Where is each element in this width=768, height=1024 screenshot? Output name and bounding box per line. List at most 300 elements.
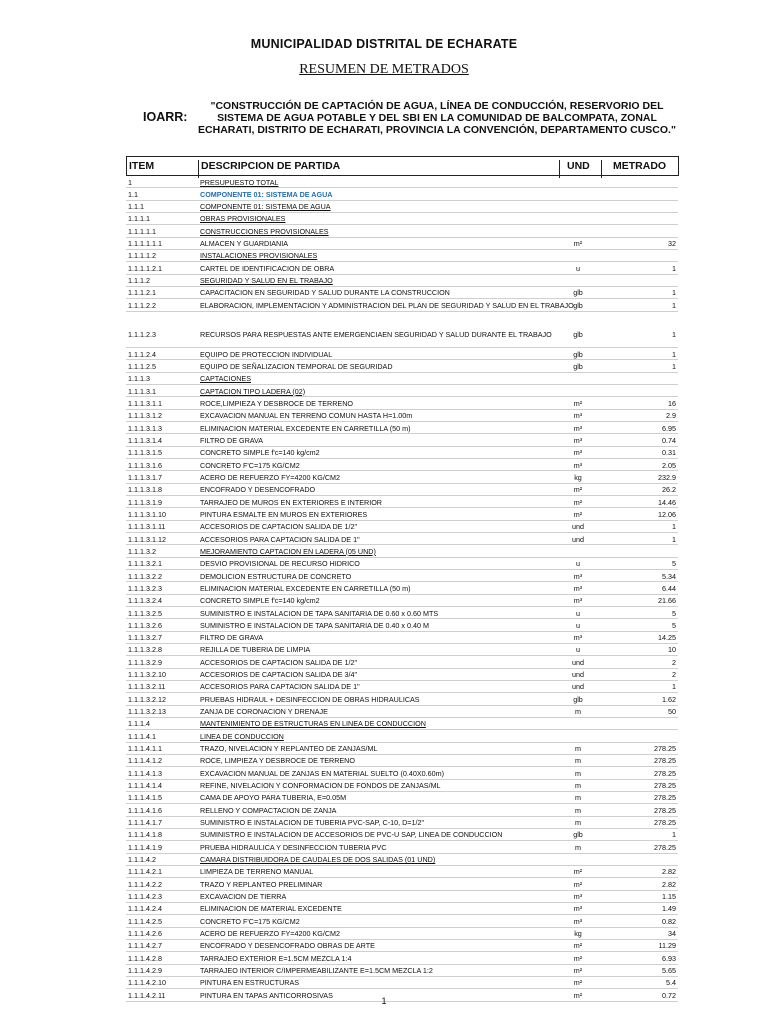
table-row (126, 360, 678, 372)
row-metrado: 0.72 (662, 990, 676, 1000)
row-metrado: 0.82 (662, 916, 676, 926)
row-item-number: 1.1.1.1 (128, 214, 150, 224)
row-item-number: 1.1.1.4.1.3 (128, 768, 162, 778)
row-description: PINTURA ESMALTE EN MUROS EN EXTERIORES (200, 509, 368, 519)
table-row (126, 915, 678, 927)
row-description: FILTRO DE GRAVA (200, 633, 264, 643)
table-row (126, 312, 678, 349)
row-metrado: 21.66 (658, 596, 676, 606)
table-row (126, 262, 678, 274)
table-row (126, 891, 678, 903)
row-item-number: 1.1.1.3.2.13 (128, 707, 166, 717)
row-item-number: 1.1.1.4.2.1 (128, 867, 162, 877)
row-item-number: 1.1.1.2.2 (128, 300, 156, 310)
row-item-number: 1.1.1.3.2.9 (128, 657, 162, 667)
row-description: TARRAJEO DE MUROS EN EXTERIORES E INTERIOR (200, 497, 382, 507)
row-item-number: 1.1.1.3.2.2 (128, 571, 162, 581)
row-unit: m³ (573, 571, 583, 581)
row-item-number: 1.1.1.4.2.3 (128, 892, 162, 902)
row-item-number: 1.1.1.3.2 (128, 546, 156, 556)
row-description: EQUIPO DE PROTECCION INDIVIDUAL (200, 349, 333, 359)
table-row (126, 619, 678, 631)
row-metrado: 2 (672, 670, 676, 680)
row-unit: kg (574, 929, 582, 939)
table-row (126, 496, 678, 508)
row-unit: m² (573, 497, 583, 507)
organization-title: MUNICIPALIDAD DISTRITAL DE ECHARATE (250, 37, 518, 51)
table-row (126, 422, 678, 434)
row-item-number: 1.1.1.2.4 (128, 349, 156, 359)
row-item-number: 1.1.1.4.2.9 (128, 966, 162, 976)
row-description: CONCRETO F'C=175 KG/CM2 (200, 460, 300, 470)
table-row (126, 188, 678, 200)
table-row (126, 582, 678, 594)
row-metrado: 10 (668, 645, 676, 655)
table-row (126, 558, 678, 570)
row-unit: m³ (573, 448, 583, 458)
table-row (126, 804, 678, 816)
row-unit: und (572, 670, 584, 680)
row-description: ACERO DE REFUERZO FY=4200 KG/CM2 (200, 929, 340, 939)
row-unit: u (576, 559, 580, 569)
table-row (126, 878, 678, 890)
row-description: REFINE, NIVELACION Y CONFORMACION DE FONDOS DE ZANJAS/ML (200, 781, 441, 791)
row-description: COMPONENTE 01: SISTEMA DE AGUA (200, 189, 333, 199)
row-description: FILTRO DE GRAVA (200, 435, 264, 445)
project-title: "CONSTRUCCIÓN DE CAPTACIÓN DE AGUA, LÍNEA DE CONDUCCIÓN, RESERVORIO DEL SISTEMA DE AGUA POTABLE Y DEL SBI EN LA COMUNIDAD DE BALCOMPATA, ZONAL ECHARATI, DISTRITO DE ECHARATI, PROVINCIA LA CONVENCIÓN, DEPARTAMENTO CUSCO." (198, 100, 676, 136)
row-metrado: 2.82 (662, 879, 676, 889)
row-unit: m (575, 707, 581, 717)
row-unit: m² (573, 485, 583, 495)
table-row (126, 928, 678, 940)
row-metrado: 2.9 (666, 411, 676, 421)
page-number: 1 (381, 996, 387, 1006)
row-description: CAMA DE APOYO PARA TUBERIA, E=0.05M (200, 793, 347, 803)
table-row (126, 287, 678, 299)
table-row (126, 533, 678, 545)
row-description: RECURSOS PARA RESPUESTAS ANTE EMERGENCIAEN SEGURIDAD Y SALUD DURANTE EL TRABAJO (200, 329, 552, 339)
row-item-number: 1.1.1.4.2.8 (128, 953, 162, 963)
table-row (126, 508, 678, 520)
row-item-number: 1.1.1.3.2.12 (128, 694, 166, 704)
table-row (126, 471, 678, 483)
row-item-number: 1.1.1.3.1.6 (128, 460, 162, 470)
column-header-item: ITEM (129, 160, 155, 172)
row-item-number: 1.1.1.3.1.5 (128, 448, 162, 458)
document-subtitle: RESUMEN DE METRADOS (299, 62, 469, 77)
row-metrado: 5 (672, 620, 676, 630)
row-unit: m² (573, 978, 583, 988)
row-metrado: 0.31 (662, 448, 676, 458)
table-row (126, 693, 678, 705)
row-metrado: 1 (672, 534, 676, 544)
row-metrado: 278.25 (654, 781, 676, 791)
row-item-number: 1.1 (128, 189, 138, 199)
row-metrado: 1 (672, 329, 676, 339)
row-metrado: 278.25 (654, 818, 676, 828)
row-metrado: 1 (672, 300, 676, 310)
metrados-table-body (126, 176, 678, 1002)
row-description: INSTALACIONES PROVISIONALES (200, 251, 318, 261)
row-unit: und (572, 682, 584, 692)
row-item-number: 1.1.1.1.1.1 (128, 239, 162, 249)
row-unit: u (576, 608, 580, 618)
row-item-number: 1.1.1.4.2 (128, 855, 156, 865)
row-item-number: 1.1.1.3.1 (128, 386, 156, 396)
row-description: SUMINISTRO E INSTALACION DE ACCESORIOS DE PVC-U SAP, LINEA DE CONDUCCION (200, 830, 503, 840)
column-header-description: DESCRIPCION DE PARTIDA (201, 160, 341, 172)
row-item-number: 1.1.1.1.2.1 (128, 263, 162, 273)
row-metrado: 5.34 (662, 571, 676, 581)
row-metrado: 5 (672, 608, 676, 618)
row-description: CONSTRUCCIONES PROVISIONALES (200, 226, 329, 236)
table-row (126, 854, 678, 866)
row-description: ACCESORIOS DE CAPTACION SALIDA DE 3/4" (200, 670, 357, 680)
row-description: CAMARA DISTRIBUIDORA DE CAUDALES DE DOS SALIDAS (01 UND) (200, 855, 436, 865)
row-description: DEMOLICION ESTRUCTURA DE CONCRETO (200, 571, 352, 581)
row-description: SUMINISTRO E INSTALACION DE TAPA SANITARIA DE 0.60 x 0.60 MTS (200, 608, 439, 618)
row-item-number: 1.1.1.3.1.10 (128, 509, 166, 519)
row-unit: m³ (573, 583, 583, 593)
table-row (126, 275, 678, 287)
row-unit: m² (573, 867, 583, 877)
table-row (126, 743, 678, 755)
table-row (126, 706, 678, 718)
row-description: PRUEBA HIDRAULICA Y DESINFECCION TUBERIA PVC (200, 842, 387, 852)
row-metrado: 278.25 (654, 793, 676, 803)
row-item-number: 1.1.1.4.1.7 (128, 818, 162, 828)
row-unit: glb (573, 361, 583, 371)
row-item-number: 1.1.1.2.5 (128, 361, 156, 371)
row-description: EXCAVACION MANUAL DE ZANJAS EN MATERIAL SUELTO (0.40X0.60m) (200, 768, 445, 778)
row-item-number: 1.1.1.4.2.2 (128, 879, 162, 889)
row-unit: m³ (573, 411, 583, 421)
row-metrado: 6.44 (662, 583, 676, 593)
row-item-number: 1.1.1.3.2.3 (128, 583, 162, 593)
table-row (126, 755, 678, 767)
table-row (126, 348, 678, 360)
row-description: ELIMINACION DE MATERIAL EXCEDENTE (200, 904, 342, 914)
table-header (126, 156, 679, 176)
row-metrado: 14.46 (658, 497, 676, 507)
row-item-number: 1.1.1.4.1.9 (128, 842, 162, 852)
row-item-number: 1.1.1.3.1.1 (128, 398, 162, 408)
row-unit: m² (573, 398, 583, 408)
row-metrado: 50 (668, 707, 676, 717)
row-item-number: 1.1.1.2.1 (128, 288, 156, 298)
row-item-number: 1.1.1.3.2.8 (128, 645, 162, 655)
row-metrado: 278.25 (654, 805, 676, 815)
row-description: OBRAS PROVISIONALES (200, 214, 286, 224)
row-item-number: 1.1.1.4.2.11 (128, 990, 166, 1000)
row-description: LINEA DE CONDUCCION (200, 731, 284, 741)
row-description: SUMINISTRO E INSTALACION DE TUBERIA PVC-SAP, C-10, D=1/2" (200, 818, 425, 828)
row-unit: m² (573, 509, 583, 519)
table-row (126, 817, 678, 829)
row-unit: und (572, 657, 584, 667)
table-row (126, 730, 678, 742)
row-description: PINTURA EN TAPAS ANTICORROSIVAS (200, 990, 333, 1000)
table-row (126, 965, 678, 977)
table-row (126, 410, 678, 422)
row-metrado: 1.49 (662, 904, 676, 914)
table-row (126, 176, 678, 188)
row-unit: m³ (573, 435, 583, 445)
row-unit: u (576, 620, 580, 630)
row-description: ELABORACION, IMPLEMENTACION Y ADMINISTRACION DEL PLAN DE SEGURIDAD Y SALUD EN EL TRABAJO (200, 300, 574, 310)
row-metrado: 0.74 (662, 435, 676, 445)
table-row (126, 829, 678, 841)
row-metrado: 278.25 (654, 756, 676, 766)
row-metrado: 14.25 (658, 633, 676, 643)
table-row (126, 607, 678, 619)
row-description: PINTURA EN ESTRUCTURAS (200, 978, 300, 988)
row-metrado: 6.95 (662, 423, 676, 433)
table-row (126, 434, 678, 446)
row-metrado: 1 (672, 349, 676, 359)
row-metrado: 12.06 (658, 509, 676, 519)
row-unit: glb (573, 300, 583, 310)
row-metrado: 2.05 (662, 460, 676, 470)
row-metrado: 6.93 (662, 953, 676, 963)
row-description: TARRAJEO INTERIOR C/IMPERMEABILIZANTE E=1.5CM MEZCLA 1:2 (200, 966, 433, 976)
row-item-number: 1.1.1.4.2.5 (128, 916, 162, 926)
column-header-und: UND (567, 160, 590, 172)
row-item-number: 1.1.1.3.1.4 (128, 435, 162, 445)
row-unit: m² (573, 966, 583, 976)
row-item-number: 1.1.1.4.1 (128, 731, 156, 741)
row-unit: m (575, 805, 581, 815)
table-row (126, 780, 678, 792)
row-description: ACCESORIOS DE CAPTACION SALIDA DE 1/2" (200, 657, 357, 667)
row-description: EXCAVACION DE TIERRA (200, 892, 287, 902)
row-item-number: 1.1.1.2 (128, 276, 150, 286)
table-row (126, 903, 678, 915)
table-row (126, 718, 678, 730)
row-metrado: 278.25 (654, 842, 676, 852)
row-metrado: 2 (672, 657, 676, 667)
row-description: CAPTACIONES (200, 374, 251, 384)
row-description: ALMACEN Y GUARDIANIA (200, 239, 289, 249)
table-row (126, 459, 678, 471)
row-unit: m (575, 842, 581, 852)
table-row (126, 201, 678, 213)
table-row (126, 952, 678, 964)
row-description: ACCESORIOS DE CAPTACION SALIDA DE 1/2" (200, 522, 357, 532)
row-item-number: 1.1.1.4.1.5 (128, 793, 162, 803)
row-item-number: 1.1.1.1.2 (128, 251, 156, 261)
row-unit: m² (573, 879, 583, 889)
table-row (126, 644, 678, 656)
row-unit: kg (574, 472, 582, 482)
row-description: SUMINISTRO E INSTALACION DE TAPA SANITARIA DE 0.40 x 0.40 M (200, 620, 429, 630)
row-metrado: 2.82 (662, 867, 676, 877)
row-item-number: 1.1.1.4.1.1 (128, 744, 162, 754)
table-row (126, 484, 678, 496)
row-unit: m³ (573, 904, 583, 914)
row-item-number: 1.1.1.3.2.6 (128, 620, 162, 630)
row-metrado: 5.65 (662, 966, 676, 976)
table-row (126, 225, 678, 237)
row-description: REJILLA DE TUBERIA DE LIMPIA (200, 645, 311, 655)
row-item-number: 1.1.1.3.2.4 (128, 596, 162, 606)
row-item-number: 1.1.1.3.2.10 (128, 670, 166, 680)
table-row (126, 977, 678, 989)
row-unit: m³ (573, 892, 583, 902)
row-description: SEGURIDAD Y SALUD EN EL TRABAJO (200, 276, 333, 286)
table-row (126, 545, 678, 557)
row-description: ROCE,LIMPIEZA Y DESBROCE DE TERRENO (200, 398, 353, 408)
row-metrado: 34 (668, 929, 676, 939)
row-item-number: 1.1.1.3.1.12 (128, 534, 166, 544)
row-unit: m³ (573, 423, 583, 433)
row-metrado: 1 (672, 361, 676, 371)
row-item-number: 1.1.1 (128, 202, 144, 212)
row-description: ZANJA DE CORONACION Y DRENAJE (200, 707, 328, 717)
row-unit: m³ (573, 596, 583, 606)
table-row (126, 940, 678, 952)
row-item-number: 1.1.1.1.1 (128, 226, 156, 236)
row-metrado: 1 (672, 263, 676, 273)
row-metrado: 1 (672, 522, 676, 532)
row-metrado: 26.2 (662, 485, 676, 495)
row-metrado: 1.15 (662, 892, 676, 902)
row-item-number: 1.1.1.3.1.2 (128, 411, 162, 421)
row-item-number: 1.1.1.4.1.6 (128, 805, 162, 815)
row-unit: m² (573, 941, 583, 951)
row-description: CAPTACION TIPO LADERA (02) (200, 386, 306, 396)
row-item-number: 1.1.1.4.2.6 (128, 929, 162, 939)
row-description: CONCRETO SIMPLE f'c=140 kg/cm2 (200, 596, 320, 606)
table-row (126, 669, 678, 681)
row-unit: glb (573, 349, 583, 359)
row-unit: u (576, 263, 580, 273)
row-metrado: 5.4 (666, 978, 676, 988)
row-description: MEJORAMIENTO CAPTACION EN LADERA (05 UND) (200, 546, 376, 556)
row-item-number: 1.1.1.3.1.3 (128, 423, 162, 433)
row-unit: glb (573, 329, 583, 339)
row-unit: glb (573, 288, 583, 298)
row-description: LIMPIEZA DE TERRENO MANUAL (200, 867, 314, 877)
row-item-number: 1.1.1.4.1.8 (128, 830, 162, 840)
ioarr-label: IOARR: (143, 110, 188, 124)
table-row (126, 767, 678, 779)
table-row (126, 656, 678, 668)
row-description: MANTENIMIENTO DE ESTRUCTURAS EN LINEA DE CONDUCCION (200, 719, 426, 729)
row-description: TARRAJEO EXTERIOR E=1.5CM MEZCLA 1:4 (200, 953, 352, 963)
table-row (126, 238, 678, 250)
row-unit: m (575, 793, 581, 803)
row-unit: m³ (573, 633, 583, 643)
row-description: ACCESORIOS PARA CAPTACION SALIDA DE 1" (200, 682, 360, 692)
table-row (126, 250, 678, 262)
row-description: EXCAVACION MANUAL EN TERRENO COMUN HASTA H=1.00m (200, 411, 413, 421)
row-item-number: 1.1.1.4.1.2 (128, 756, 162, 766)
row-description: CONCRETO SIMPLE f'c=140 kg/cm2 (200, 448, 320, 458)
row-description: COMPONENTE 01: SISTEMA DE AGUA (200, 202, 331, 212)
row-item-number: 1.1.1.3.2.1 (128, 559, 162, 569)
row-metrado: 16 (668, 398, 676, 408)
row-item-number: 1.1.1.3 (128, 374, 150, 384)
row-unit: m² (573, 239, 583, 249)
table-row (126, 373, 678, 385)
row-description: ACCESORIOS PARA CAPTACION SALIDA DE 1" (200, 534, 360, 544)
row-description: ACERO DE REFUERZO FY=4200 KG/CM2 (200, 472, 340, 482)
row-metrado: 1 (672, 288, 676, 298)
row-metrado: 32 (668, 239, 676, 249)
row-item-number: 1.1.1.3.2.11 (128, 682, 166, 692)
row-item-number: 1.1.1.2.3 (128, 329, 156, 339)
row-metrado: 11.29 (658, 941, 676, 951)
row-unit: m³ (573, 916, 583, 926)
table-row (126, 447, 678, 459)
row-description: CONCRETO F'C=175 KG/CM2 (200, 916, 300, 926)
row-description: PRESUPUESTO TOTAL (200, 177, 279, 187)
row-item-number: 1.1.1.3.1.9 (128, 497, 162, 507)
row-description: ELIMINACION MATERIAL EXCEDENTE EN CARRETILLA (50 m) (200, 583, 411, 593)
row-unit: m (575, 768, 581, 778)
row-description: ENCOFRADO Y DESENCOFRADO (200, 485, 316, 495)
row-item-number: 1.1.1.4.2.10 (128, 978, 166, 988)
row-description: ENCOFRADO Y DESENCOFRADO OBRAS DE ARTE (200, 941, 375, 951)
row-metrado: 1.62 (662, 694, 676, 704)
row-item-number: 1.1.1.4.2.7 (128, 941, 162, 951)
row-unit: m (575, 818, 581, 828)
row-metrado: 278.25 (654, 744, 676, 754)
table-row (126, 841, 678, 853)
row-unit: glb (573, 694, 583, 704)
row-description: PRUEBAS HIDRAUL + DESINFECCION DE OBRAS HIDRAULICAS (200, 694, 420, 704)
row-description: ROCE, LIMPIEZA Y DESBROCE DE TERRENO (200, 756, 355, 766)
row-item-number: 1.1.1.3.2.5 (128, 608, 162, 618)
row-unit: m (575, 781, 581, 791)
table-row (126, 866, 678, 878)
row-metrado: 1 (672, 830, 676, 840)
table-row (126, 632, 678, 644)
table-row (126, 595, 678, 607)
table-row (126, 385, 678, 397)
table-row (126, 213, 678, 225)
row-description: TRAZO Y REPLANTEO PRELIMINAR (200, 879, 323, 889)
row-description: DESVIO PROVISIONAL DE RECURSO HIDRICO (200, 559, 360, 569)
column-header-metrado: METRADO (613, 160, 667, 172)
row-unit: und (572, 522, 584, 532)
row-item-number: 1.1.1.4.2.4 (128, 904, 162, 914)
row-unit: m³ (573, 460, 583, 470)
row-description: CAPACITACION EN SEGURIDAD Y SALUD DURANTE LA CONSTRUCCION (200, 288, 450, 298)
row-item-number: 1.1.1.4.1.4 (128, 781, 162, 791)
row-unit: u (576, 645, 580, 655)
row-unit: m (575, 744, 581, 754)
table-row (126, 397, 678, 409)
row-description: RELLENO Y COMPACTACION DE ZANJA (200, 805, 337, 815)
row-metrado: 278.25 (654, 768, 676, 778)
row-item-number: 1.1.1.3.1.8 (128, 485, 162, 495)
row-item-number: 1.1.1.3.2.7 (128, 633, 162, 643)
table-row (126, 792, 678, 804)
row-unit: m (575, 756, 581, 766)
row-item-number: 1 (128, 177, 132, 187)
table-row (126, 681, 678, 693)
table-row (126, 299, 678, 311)
row-description: TRAZO, NIVELACION Y REPLANTEO DE ZANJAS/ML (200, 744, 378, 754)
row-unit: glb (573, 830, 583, 840)
row-unit: und (572, 534, 584, 544)
table-row (126, 570, 678, 582)
row-metrado: 1 (672, 682, 676, 692)
row-metrado: 5 (672, 559, 676, 569)
row-unit: m² (573, 953, 583, 963)
